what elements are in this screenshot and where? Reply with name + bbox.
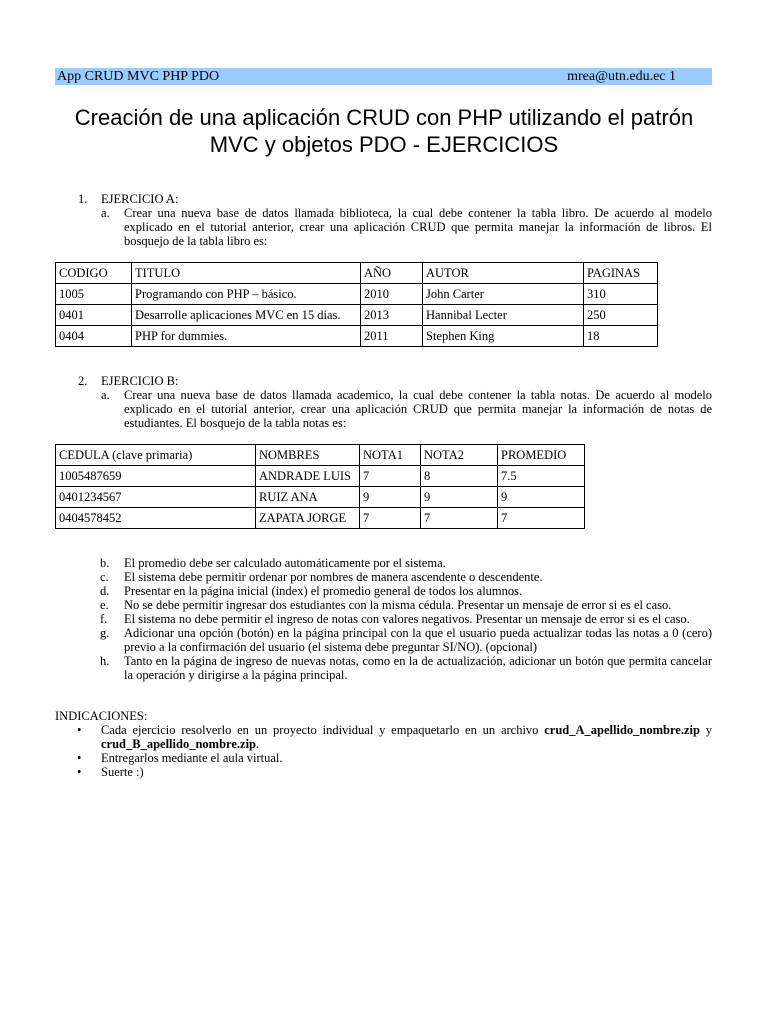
table-cell: 9 [498, 487, 585, 508]
table-row [56, 284, 658, 305]
list-item-text: El sistema debe permitir ordenar por nombres de manera ascendente o descendente. [124, 570, 543, 584]
table-header-cell: TITULO [132, 263, 361, 284]
table-cell: 7 [421, 508, 498, 529]
table-cell: 0401234567 [56, 487, 256, 508]
table-header-row [56, 263, 658, 284]
table-notas [55, 444, 585, 529]
page-header [55, 68, 712, 85]
list-item [78, 570, 712, 584]
table-cell: 2010 [361, 284, 423, 305]
table-header-cell: PAGINAS [584, 263, 658, 284]
bullet-item [55, 751, 712, 765]
table-row [56, 508, 585, 529]
document-title [40, 104, 728, 158]
table-row [56, 466, 585, 487]
list-marker: g. [100, 626, 110, 640]
exercise-b-title: EJERCICIO B: [101, 374, 179, 388]
table-cell: 7 [360, 466, 421, 487]
table-cell: PHP for dummies. [132, 326, 361, 347]
list-marker: b. [100, 556, 110, 570]
list-item [78, 654, 712, 682]
table-cell: 7.5 [498, 466, 585, 487]
table-header-cell: NOMBRES [256, 445, 360, 466]
table-cell: 2011 [361, 326, 423, 347]
table-cell: 310 [584, 284, 658, 305]
bullet-text: Cada ejercicio resolverlo en un proyecto individual y empaquetarlo en un archivo [101, 723, 545, 737]
table-row [56, 326, 658, 347]
bullet-text: y [699, 723, 713, 737]
indicaciones-section [55, 709, 712, 779]
table-cell: 9 [421, 487, 498, 508]
table-header-cell: CEDULA (clave primaria) [56, 445, 256, 466]
table-cell: ANDRADE LUIS [256, 466, 360, 487]
table-row [56, 305, 658, 326]
indicaciones-heading: INDICACIONES: [55, 709, 148, 723]
list-item [78, 612, 712, 626]
list-marker: d. [100, 584, 110, 598]
file-name-b: crud_B_apellido_nombre.zip [101, 737, 256, 751]
bullet-marker: • [77, 765, 82, 779]
table-cell: 1005487659 [56, 466, 256, 487]
list-item [78, 556, 712, 570]
table-cell: 2013 [361, 305, 423, 326]
table-cell: 250 [584, 305, 658, 326]
table-libro [55, 262, 658, 347]
table-header-row [56, 445, 585, 466]
exercise-a-item-marker: a. [101, 206, 110, 220]
file-name-a: crud_A_apellido_nombre.zip [544, 723, 700, 737]
exercise-b-requirements-list [78, 556, 712, 682]
list-item-text: Adicionar una opción (botón) en la página principal con la que el usuario pueda actualizar todas las notas a 0 (cero) previo a la confirmación del usuario (el sistema debe preguntar SI/NO). (opcional) [124, 626, 712, 654]
exercise-a-item-text: Crear una nueva base de datos llamada biblioteca, la cual debe contener la tabla libro. De acuerdo al modelo explicado en el tutorial anterior, crear una aplicación CRUD que permita manejar la información de libros. El bosquejo de la tabla libro es: [124, 206, 712, 248]
table-header-cell: AÑO [361, 263, 423, 284]
bullet-text: . [256, 737, 260, 751]
list-item-text: Tanto en la página de ingreso de nuevas notas, como en la de actualización, adicionar un botón que permita cancelar la operación y dirigirse a la página principal. [124, 654, 712, 682]
table-header-cell: PROMEDIO [498, 445, 585, 466]
table-cell: 7 [498, 508, 585, 529]
table-cell: 7 [360, 508, 421, 529]
list-marker: e. [100, 598, 109, 612]
list-item [78, 598, 712, 612]
list-item [78, 626, 712, 654]
header-title: App CRUD MVC PHP PDO [57, 69, 220, 84]
table-cell: Programando con PHP – básico. [132, 284, 361, 305]
table-cell: 9 [360, 487, 421, 508]
exercise-b-item-text: Crear una nueva base de datos llamada academico, la cual debe contener la tabla notas. De acuerdo al modelo explicado en el tutorial anterior, crear una aplicación CRUD que permita manejar la información de notas de estudiantes. El bosquejo de la tabla notas es: [124, 388, 712, 430]
list-marker: f. [100, 612, 108, 626]
table-cell: 0404578452 [56, 508, 256, 529]
table-cell: Desarrolle aplicaciones MVC en 15 días. [132, 305, 361, 326]
list-item-text: El promedio debe ser calculado automáticamente por el sistema. [124, 556, 446, 570]
exercise-a-number: 1. [78, 192, 88, 206]
list-item-text: El sistema no debe permitir el ingreso de notas con valores negativos. Presentar un mensaje de error si es el caso. [124, 612, 690, 626]
table-row [56, 487, 585, 508]
list-item-text: Presentar en la página inicial (index) el promedio general de todos los alumnos. [124, 584, 523, 598]
list-marker: h. [100, 654, 110, 668]
exercise-a-heading [78, 192, 179, 206]
exercise-b-heading [78, 374, 179, 388]
table-cell: ZAPATA JORGE [256, 508, 360, 529]
header-email-page: mrea@utn.edu.ec 1 [567, 69, 676, 84]
table-header-cell: CODIGO [56, 263, 132, 284]
table-header-cell: AUTOR [423, 263, 584, 284]
bullet-text: Entregarlos mediante el aula virtual. [101, 751, 283, 765]
bullet-marker: • [77, 751, 82, 765]
table-header-cell: NOTA1 [360, 445, 421, 466]
bullet-text: Suerte :) [101, 765, 144, 779]
bullet-item [55, 723, 712, 751]
exercise-a-title: EJERCICIO A: [101, 192, 179, 206]
bullet-item [55, 765, 712, 779]
table-cell: Stephen King [423, 326, 584, 347]
table-cell: 0401 [56, 305, 132, 326]
table-cell: John Carter [423, 284, 584, 305]
table-cell: 0404 [56, 326, 132, 347]
title-line-1: Creación de una aplicación CRUD con PHP utilizando el patrón [74, 105, 694, 130]
table-cell: RUIZ ANA [256, 487, 360, 508]
exercise-b-number: 2. [78, 374, 88, 388]
exercise-b-item-marker: a. [101, 388, 110, 402]
title-line-2: MVC y objetos PDO - EJERCICIOS [209, 132, 559, 157]
list-item-text: No se debe permitir ingresar dos estudiantes con la misma cédula. Presentar un mensaje de error si es el caso. [124, 598, 672, 612]
table-header-cell: NOTA2 [421, 445, 498, 466]
list-item [78, 584, 712, 598]
table-cell: Hannibal Lecter [423, 305, 584, 326]
list-marker: c. [100, 570, 109, 584]
table-cell: 18 [584, 326, 658, 347]
table-cell: 1005 [56, 284, 132, 305]
bullet-marker: • [77, 723, 82, 737]
table-cell: 8 [421, 466, 498, 487]
